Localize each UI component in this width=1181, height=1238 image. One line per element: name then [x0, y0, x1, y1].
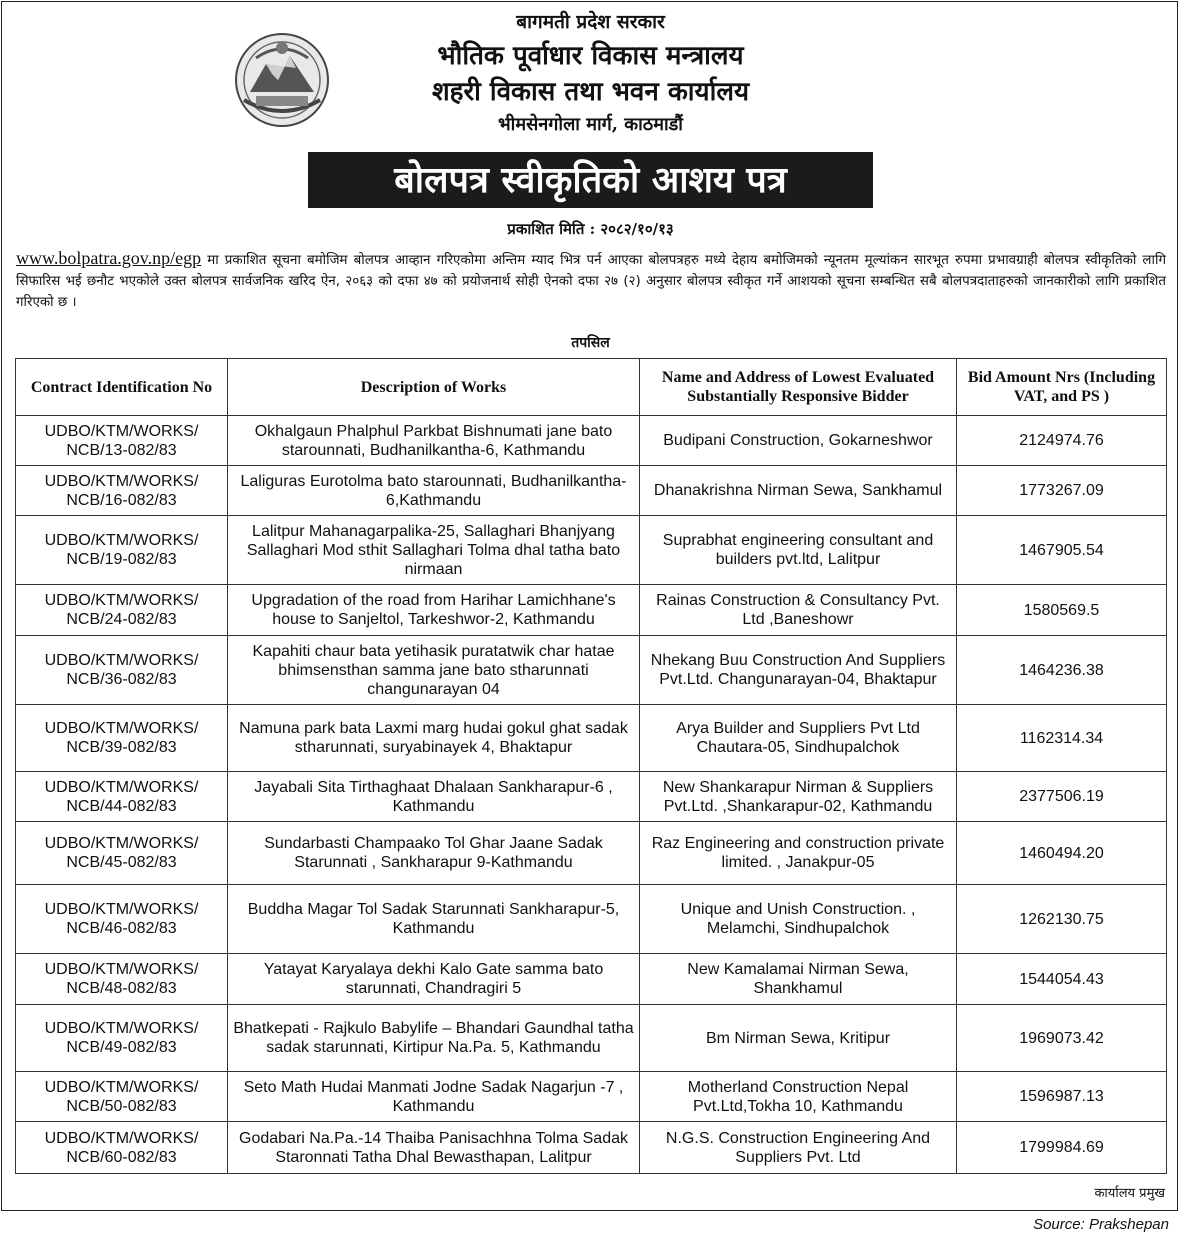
table-row: [16, 636, 1167, 705]
contract-id-cell: UDBO/KTM/WORKS/ NCB/46-082/83: [16, 885, 228, 954]
header-contract-id: Contract Identification No: [16, 359, 228, 416]
office-address: भीमसेनगोला मार्ग, काठमाडौं: [498, 114, 683, 135]
description-cell: Kapahiti chaur bata yetihasik puratatwik char hatae bhimsensthan samma jane bato stharunnati changunarayan 04: [228, 636, 640, 705]
description-cell: Yatayat Karyalaya dekhi Kalo Gate samma bato starunnati, Chandragiri 5: [228, 954, 640, 1005]
contract-id-cell: UDBO/KTM/WORKS/ NCB/49-082/83: [16, 1005, 228, 1072]
description-cell: Namuna park bata Laxmi marg hudai gokul ghat sadak stharunnati, suryabinayek 4, Bhaktapur: [228, 705, 640, 772]
schedule-label: तपसिल: [571, 335, 610, 351]
description-cell: Seto Math Hudai Manmati Jodne Sadak Nagarjun -7 , Kathmandu: [228, 1072, 640, 1122]
contract-id-cell: UDBO/KTM/WORKS/ NCB/16-082/83: [16, 466, 228, 516]
bidder-cell: Dhanakrishna Nirman Sewa, Sankhamul: [640, 466, 957, 516]
amount-cell: 1262130.75: [957, 885, 1167, 954]
published-date: प्रकाशित मिति : २०८२/१०/१३: [507, 220, 674, 238]
table-row: [16, 1005, 1167, 1072]
province-heading: बागमती प्रदेश सरकार: [516, 11, 665, 33]
bidder-cell: Unique and Unish Construction. , Melamchi, Sindhupalchok: [640, 885, 957, 954]
table-row: [16, 772, 1167, 822]
table-row: [16, 516, 1167, 585]
bidder-cell: Nhekang Buu Construction And Suppliers Pvt.Ltd. Changunarayan-04, Bhaktapur: [640, 636, 957, 705]
bidder-cell: Rainas Construction & Consultancy Pvt. Ltd ,Baneshowr: [640, 585, 957, 636]
amount-cell: 1596987.13: [957, 1072, 1167, 1122]
table-row: [16, 954, 1167, 1005]
contract-id-cell: UDBO/KTM/WORKS/ NCB/39-082/83: [16, 705, 228, 772]
bidder-cell: Suprabhat engineering consultant and builders pvt.ltd, Lalitpur: [640, 516, 957, 585]
intro-text: मा प्रकाशित सूचना बमोजिम बोलपत्र आव्हान गरिएकोमा अन्तिम म्याद भित्र पर्न आएका बोलपत्रहरु मध्ये देहाय बमोजिमको न्यूनतम मूल्यांकन सारभूत रुपमा प्रभावग्राही बोलपत्र स्वीकृतिको लागि सिफारिस भई छनौट भएकोले उक्त बोलपत्र सार्वजनिक खरिद ऐन, २०६३ को दफा ४७ को प्रयोजनार्थ सोही ऐनको दफा २७ (२) अनुसार बोलपत्र स्वीकृत गर्ने आशयको सूचना सम्बन्धित सबै बोलपत्रदाताहरुको जानकारीको लागि प्रकाशित गरिएको छ ।: [16, 253, 1166, 310]
contract-id-cell: UDBO/KTM/WORKS/ NCB/50-082/83: [16, 1072, 228, 1122]
amount-cell: 1799984.69: [957, 1122, 1167, 1174]
amount-cell: 1544054.43: [957, 954, 1167, 1005]
contract-id-cell: UDBO/KTM/WORKS/ NCB/60-082/83: [16, 1122, 228, 1174]
contract-id-cell: UDBO/KTM/WORKS/ NCB/36-082/83: [16, 636, 228, 705]
table-row: [16, 885, 1167, 954]
table-row: [16, 822, 1167, 885]
bidder-cell: Arya Builder and Suppliers Pvt Ltd Chautara-05, Sindhupalchok: [640, 705, 957, 772]
header-bid-amount: Bid Amount Nrs (Including VAT, and PS ): [957, 359, 1167, 416]
office-chief-signature: कार्यालय प्रमुख: [1094, 1186, 1165, 1201]
contract-id-cell: UDBO/KTM/WORKS/ NCB/48-082/83: [16, 954, 228, 1005]
amount-cell: 1969073.42: [957, 1005, 1167, 1072]
contract-id-cell: UDBO/KTM/WORKS/ NCB/13-082/83: [16, 416, 228, 466]
bid-table: [15, 358, 1167, 1174]
office-heading: शहरी विकास तथा भवन कार्यालय: [431, 77, 750, 107]
table-header-row: [16, 359, 1167, 416]
table-row: [16, 466, 1167, 516]
amount-cell: 2377506.19: [957, 772, 1167, 822]
bidder-cell: Motherland Construction Nepal Pvt.Ltd,Tokha 10, Kathmandu: [640, 1072, 957, 1122]
notice-title: बोलपत्र स्वीकृतिको आशय पत्र: [308, 152, 873, 208]
description-cell: Lalitpur Mahanagarpalika-25, Sallaghari Bhanjyang Sallaghari Mod sthit Sallaghari Tolma dhal tatha bato nirmaan: [228, 516, 640, 585]
contract-id-cell: UDBO/KTM/WORKS/ NCB/24-082/83: [16, 585, 228, 636]
bidder-cell: New Shankarapur Nirman & Suppliers Pvt.Ltd. ,Shankarapur-02, Kathmandu: [640, 772, 957, 822]
table-row: [16, 416, 1167, 466]
amount-cell: 1464236.38: [957, 636, 1167, 705]
description-cell: Godabari Na.Pa.-14 Thaiba Panisachhna Tolma Sadak Staronnati Tatha Dhal Bewasthapan, Lalitpur: [228, 1122, 640, 1174]
amount-cell: 1460494.20: [957, 822, 1167, 885]
description-cell: Upgradation of the road from Harihar Lamichhane's house to Sanjeltol, Tarkeshwor-2, Kathmandu: [228, 585, 640, 636]
bidder-cell: Bm Nirman Sewa, Kritipur: [640, 1005, 957, 1072]
table-row: [16, 1122, 1167, 1174]
intro-paragraph: [16, 248, 1166, 313]
amount-cell: 1580569.5: [957, 585, 1167, 636]
description-cell: Buddha Magar Tol Sadak Starunnati Sankharapur-5, Kathmandu: [228, 885, 640, 954]
description-cell: Laliguras Eurotolma bato starounnati, Budhanilkantha-6,Kathmandu: [228, 466, 640, 516]
bolpatra-link[interactable]: www.bolpatra.gov.np/egp: [16, 248, 202, 268]
description-cell: Sundarbasti Champaako Tol Ghar Jaane Sadak Starunnati , Sankharapur 9-Kathmandu: [228, 822, 640, 885]
header-description: Description of Works: [228, 359, 640, 416]
description-cell: Okhalgaun Phalphul Parkbat Bishnumati jane bato starounnati, Budhanilkantha-6, Kathmandu: [228, 416, 640, 466]
description-cell: Jayabali Sita Tirthaghaat Dhalaan Sankharapur-6 , Kathmandu: [228, 772, 640, 822]
bidder-cell: N.G.S. Construction Engineering And Suppliers Pvt. Ltd: [640, 1122, 957, 1174]
contract-id-cell: UDBO/KTM/WORKS/ NCB/44-082/83: [16, 772, 228, 822]
table-row: [16, 705, 1167, 772]
ministry-heading: भौतिक पूर्वाधार विकास मन्त्रालय: [437, 41, 744, 71]
bidder-cell: Budipani Construction, Gokarneshwor: [640, 416, 957, 466]
amount-cell: 1467905.54: [957, 516, 1167, 585]
contract-id-cell: UDBO/KTM/WORKS/ NCB/45-082/83: [16, 822, 228, 885]
table-row: [16, 585, 1167, 636]
source-credit: Source: Prakshepan: [1033, 1216, 1169, 1233]
bidder-cell: New Kamalamai Nirman Sewa, Shankhamul: [640, 954, 957, 1005]
amount-cell: 2124974.76: [957, 416, 1167, 466]
amount-cell: 1162314.34: [957, 705, 1167, 772]
table-row: [16, 1072, 1167, 1122]
bidder-cell: Raz Engineering and construction private limited. , Janakpur-05: [640, 822, 957, 885]
description-cell: Bhatkepati - Rajkulo Babylife – Bhandari Gaundhal tatha sadak starunnati, Kirtipur Na.Pa. 5, Kathmandu: [228, 1005, 640, 1072]
header-bidder: Name and Address of Lowest Evaluated Substantially Responsive Bidder: [640, 359, 957, 416]
contract-id-cell: UDBO/KTM/WORKS/ NCB/19-082/83: [16, 516, 228, 585]
amount-cell: 1773267.09: [957, 466, 1167, 516]
